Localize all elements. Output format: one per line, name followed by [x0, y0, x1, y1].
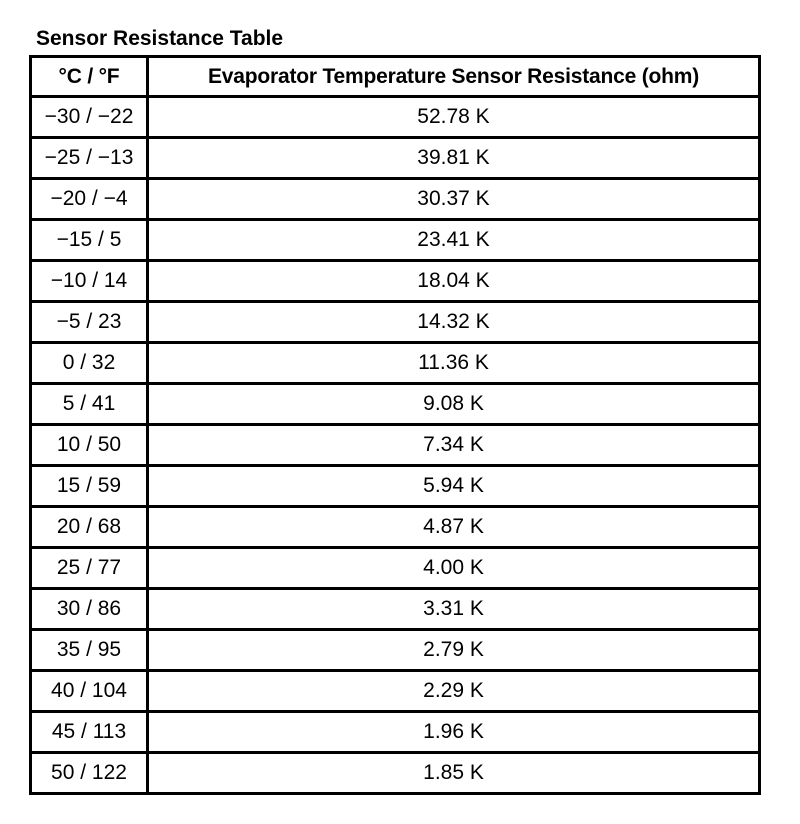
resistance-cell: 14.32 K — [149, 303, 761, 344]
resistance-cell: 7.34 K — [149, 426, 761, 467]
temperature-cell: −5 / 23 — [32, 303, 149, 344]
header-temperature: °C / °F — [32, 58, 149, 98]
table-row — [32, 98, 761, 139]
temperature-cell: 20 / 68 — [32, 508, 149, 549]
resistance-cell: 39.81 K — [149, 139, 761, 180]
temperature-cell: −15 / 5 — [32, 221, 149, 262]
resistance-cell: 4.00 K — [149, 549, 761, 590]
table-row — [32, 631, 761, 672]
temperature-cell: 5 / 41 — [32, 385, 149, 426]
temperature-cell: 35 / 95 — [32, 631, 149, 672]
table-row — [32, 303, 761, 344]
resistance-cell: 30.37 K — [149, 180, 761, 221]
table-row — [32, 672, 761, 713]
resistance-cell: 18.04 K — [149, 262, 761, 303]
resistance-cell: 11.36 K — [149, 344, 761, 385]
table-row — [32, 139, 761, 180]
temperature-cell: 30 / 86 — [32, 590, 149, 631]
resistance-cell: 23.41 K — [149, 221, 761, 262]
temperature-cell: 15 / 59 — [32, 467, 149, 508]
resistance-cell: 52.78 K — [149, 98, 761, 139]
resistance-cell: 2.79 K — [149, 631, 761, 672]
table-title: Sensor Resistance Table — [36, 27, 284, 50]
table-row — [32, 590, 761, 631]
resistance-cell: 1.96 K — [149, 713, 761, 754]
resistance-cell: 3.31 K — [149, 590, 761, 631]
table-row — [32, 549, 761, 590]
resistance-cell: 9.08 K — [149, 385, 761, 426]
table-header-row — [32, 58, 761, 98]
table-row — [32, 713, 761, 754]
temperature-cell: 50 / 122 — [32, 754, 149, 795]
temperature-cell: −20 / −4 — [32, 180, 149, 221]
temperature-cell: −25 / −13 — [32, 139, 149, 180]
resistance-cell: 4.87 K — [149, 508, 761, 549]
temperature-cell: 0 / 32 — [32, 344, 149, 385]
table-row — [32, 385, 761, 426]
resistance-cell: 2.29 K — [149, 672, 761, 713]
temperature-cell: 40 / 104 — [32, 672, 149, 713]
resistance-cell: 1.85 K — [149, 754, 761, 795]
temperature-cell: 25 / 77 — [32, 549, 149, 590]
sensor-resistance-table — [29, 55, 761, 795]
resistance-cell: 5.94 K — [149, 467, 761, 508]
temperature-cell: 10 / 50 — [32, 426, 149, 467]
table-row — [32, 221, 761, 262]
temperature-cell: −30 / −22 — [32, 98, 149, 139]
table-row — [32, 180, 761, 221]
temperature-cell: 45 / 113 — [32, 713, 149, 754]
header-resistance: Evaporator Temperature Sensor Resistance (ohm) — [149, 58, 761, 98]
temperature-cell: −10 / 14 — [32, 262, 149, 303]
table-row — [32, 344, 761, 385]
table-row — [32, 262, 761, 303]
table-row — [32, 426, 761, 467]
table-row — [32, 467, 761, 508]
table-row — [32, 508, 761, 549]
table-row — [32, 754, 761, 795]
